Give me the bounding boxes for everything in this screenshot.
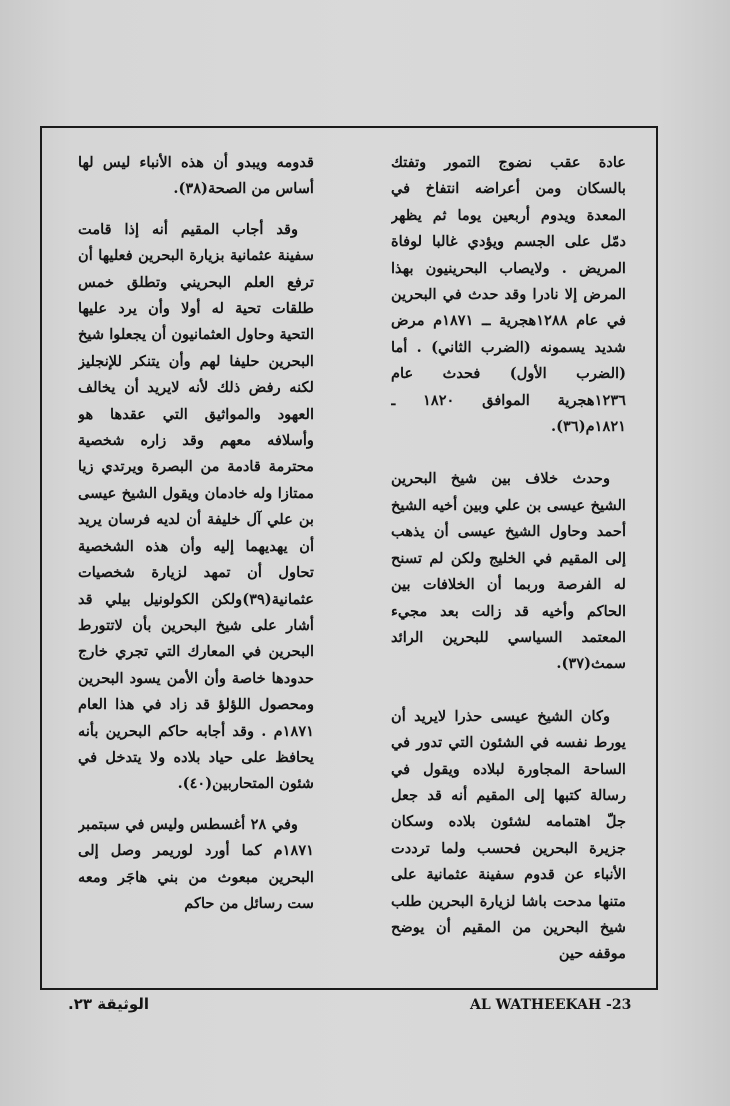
right-paragraph-1: عادة عقب نضوج التمور وتفتك بالسكان ومن أعراضه انتفاخ في المعدة ويدوم أربعين يوما ثم يظهر دمّل على الجسم ويؤدي غالبا لوفاة المريض . ولايصاب البحرينيون بهذا المرض إلا نادرا وقد حدث في البحرين في عام ١٢٨٨هجرية ــ ١٨٧١م مرض شديد يسمونه (الضرب الثاني) . أما (الضرب الأول) فحدث عام ١٢٣٦هجرية الموافق ١٨٢٠ ـ ١٨٢١م(٣٦). xyxy=(391,154,626,436)
text-frame xyxy=(40,126,658,990)
left-paragraph-3: وفي ٢٨ أغسطس وليس في سبتمبر ١٨٧١م كما أورد لوريمر وصل إلى البحرين مبعوث من بني هاجَر ومعه ست رسائل من حاكم xyxy=(78,815,314,912)
left-column xyxy=(78,150,314,972)
right-column xyxy=(391,150,626,972)
right-paragraph-2: وحدث خلاف بين شيخ البحرين الشيخ عيسى بن علي وبين أخيه الشيخ أحمد وحاول الشيخ عيسى أن يذهب إلى المقيم في الخليج ولكن لم تسنح له الفرصة وربما أن الخلافات بين الحاكم وأخيه قد زالت بعد مجيء المعتمد السياسي للبحرين الرائد سمث(٣٧). xyxy=(391,470,626,673)
footer-english-page-label: AL WATHEEKAH -23 xyxy=(470,997,632,1013)
left-paragraph-1: قدومه ويبدو أن هذه الأنباء ليس لها أساس من الصحة(٣٨). xyxy=(78,154,314,198)
left-paragraph-2: وقد أجاب المقيم أنه إذا قامت سفينة عثمانية بزيارة البحرين فعليها أن ترفع العلم البحريني وتطلق خمس طلقات تحية له أولا وأن يرد عليها التحية وحاول العثمانيون أن يجعلوا شيخ البحرين حليفا لهم وأن يتنكر للإنجليز لكنه رفض ذلك لأنه لايريد أن يخالف العهود والمواثيق التي عقدها هو وأسلافه معهم وقد زاره شخصية محترمة قادمة من البصرة ويرتدي زيا ممتازا وله خادمان ويقول الشيخ عيسى بن علي آل خليفة أن لديه فرسان يريد أن يهديهما إليه وأن هذه الشخصية تحاول أن تمهد لزيارة شخصيات عثمانية(٣٩)ولكن الكولونيل بيلي قد أشار على شيخ البحرين بأن لاتتورط البحرين في المعارك التي تجري خارج حدودها خاصة وأن الأمن يسود البحرين ومحصول اللؤلؤ قد زاد في هذا العام ١٨٧١م . وقد أجابه حاكم البحرين بأنه يحافظ على حياد بلاده ولا يتدخل في شئون المتحاربين(٤٠). xyxy=(78,220,314,793)
right-paragraph-3: وكان الشيخ عيسى حذرا لايريد أن يورط نفسه في الشئون التي تدور في الساحة المجاورة لبلاده ويقول في رسالة كتبها إلى المقيم أنه قد جعل جلّ اهتمامه لشئون بلاده وسكان جزيرة البحرين فحسب ولما ترددت الأنباء عن قدوم سفينة عثمانية على متنها مدحت باشا لزيارة البحرين طلب شيخ البحرين من المقيم أن يوضح موقفه حين xyxy=(391,707,626,963)
footer-arabic-page-label: الوثيقة ٢٣. xyxy=(68,995,150,1013)
